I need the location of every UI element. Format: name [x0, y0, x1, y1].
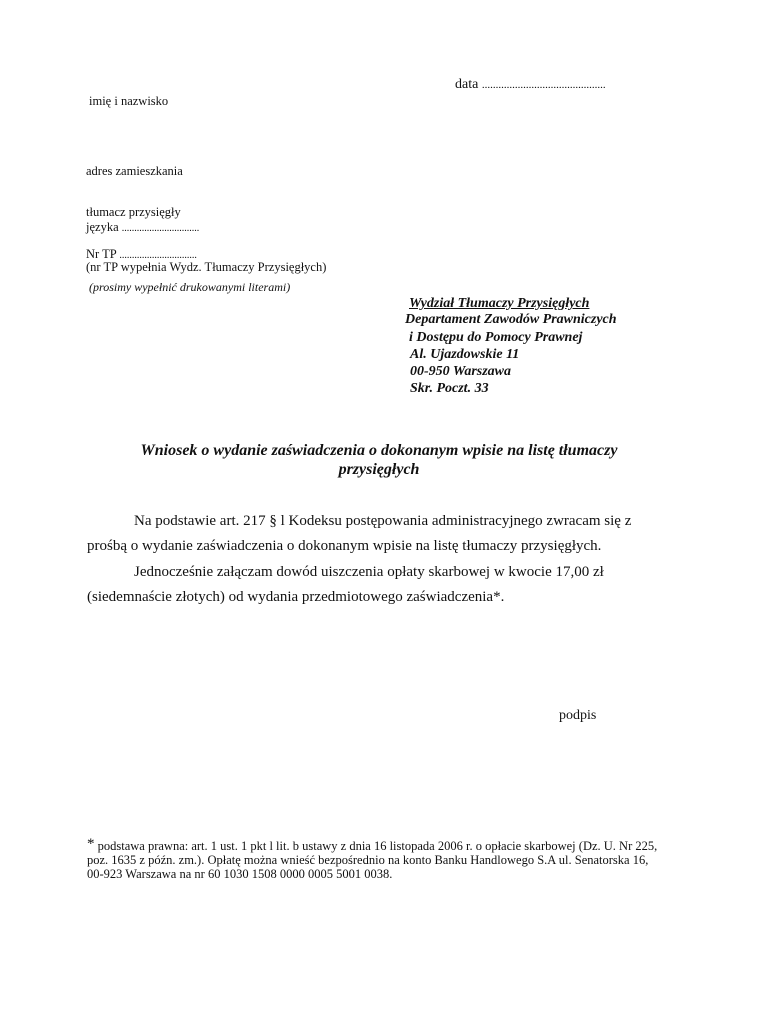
recipient-line-6: Skr. Poczt. 33 [410, 381, 489, 396]
document-title-line-2: przysięgłych [338, 461, 420, 478]
recipient-line-4: Al. Ujazdowskie 11 [410, 347, 520, 362]
recipient-line-3: i Dostępu do Pomocy Prawnej [409, 330, 583, 345]
recipient-line-1: Wydział Tłumaczy Przysięgłych [409, 296, 590, 311]
document-title-line-1: Wniosek o wydanie zaświadczenia o dokonanym wpisie na listę tłumaczy [140, 442, 618, 459]
tp-dots: ............................... [119, 250, 197, 261]
address-label: adres zamieszkania [86, 164, 183, 178]
date-field [455, 77, 606, 93]
date-dots: ............................................. [481, 79, 606, 91]
language-dots: ............................... [121, 223, 200, 234]
signature-label: podpis [559, 708, 597, 723]
date-label: data [455, 77, 479, 92]
body-p1-line-2: prośbą o wydanie zaświadczenia o dokonanym wpisie na listę tłumaczy przysięgłych. [87, 538, 602, 554]
footnote-text-1: podstawa prawna: art. 1 ust. 1 pkt l lit. b ustawy z dnia 16 listopada 2006 r. o opłacie skarbowej (Dz. U. Nr 225, [94, 839, 658, 853]
tp-note: (nr TP wypełnia Wydz. Tłumaczy Przysięgłych) [86, 260, 327, 274]
language-field [86, 220, 199, 236]
footnote-line-1 [87, 837, 657, 854]
recipient-line-5: 00-950 Warszawa [410, 364, 512, 379]
tp-label: Nr TP [86, 247, 117, 261]
language-label: języka [86, 220, 119, 234]
body-p2-line-1: Jednocześnie załączam dowód uiszczenia opłaty skarbowej w kwocie 17,00 zł [134, 564, 604, 580]
footnote-line-2: poz. 1635 z późn. zm.). Opłatę można wnieść bezpośrednio na konto Banku Handlowego S.A ul. Senatorska 16, [87, 853, 649, 867]
footnote-marker: * [87, 836, 95, 852]
body-p2-line-2: (siedemnaście złotych) od wydania przedmiotowego zaświadczenia*. [87, 589, 505, 605]
footnote-line-3: 00-923 Warszawa na nr 60 1030 1508 0000 0005 5001 0038. [87, 867, 393, 881]
name-label: imię i nazwisko [89, 94, 169, 108]
body-p1-line-1: Na podstawie art. 217 § l Kodeksu postępowania administracyjnego zwracam się z [134, 513, 632, 529]
translator-label: tłumacz przysięgły [86, 205, 181, 219]
recipient-line-2: Departament Zawodów Prawniczych [405, 312, 617, 327]
print-note: (prosimy wypełnić drukowanymi literami) [89, 280, 291, 294]
recipient-office [409, 295, 589, 312]
